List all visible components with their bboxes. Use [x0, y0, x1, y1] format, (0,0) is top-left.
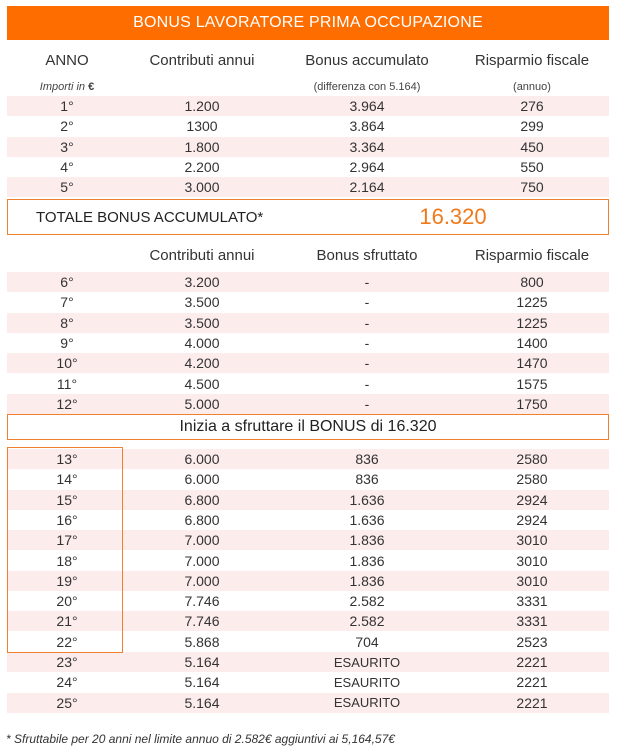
bonus-cell: 1.836 — [349, 552, 385, 569]
bonus-cell: 3.364 — [349, 138, 385, 155]
year-cell: 9° — [60, 334, 74, 351]
importi-note — [27, 78, 107, 96]
year-cell: 10° — [56, 355, 78, 372]
contributi-cell: 1.800 — [184, 138, 220, 155]
bonus-cell: 2.582 — [349, 613, 385, 630]
year-cell: 24° — [56, 674, 78, 691]
risparmio-cell: 2580 — [516, 471, 548, 488]
bonus-cell: - — [364, 395, 370, 412]
risparmio-cell: 1575 — [516, 375, 548, 392]
table-title-banner: BONUS LAVORATORE PRIMA OCCUPAZIONE — [7, 6, 609, 40]
risparmio-cell: 1400 — [516, 334, 548, 351]
year-cell: 2° — [60, 118, 74, 135]
risparmio-cell: 299 — [520, 118, 544, 135]
contributi-cell: 6.800 — [184, 511, 220, 528]
table-row — [7, 96, 609, 116]
table-row — [7, 272, 609, 292]
table-row — [7, 693, 609, 713]
year-cell: 19° — [56, 572, 78, 589]
year-cell: 20° — [56, 593, 78, 610]
year-cell: 21° — [56, 613, 78, 630]
year-cell: 6° — [60, 274, 74, 290]
table-row — [7, 374, 609, 394]
table-row — [7, 333, 609, 353]
year-cell: 5° — [60, 179, 74, 196]
contributi-cell: 1.200 — [184, 98, 220, 114]
year-cell: 17° — [56, 532, 78, 549]
year-cell: 8° — [60, 314, 74, 331]
contributi-cell: 1300 — [186, 118, 218, 135]
year-cell: 22° — [56, 633, 78, 650]
risparmio-cell: 1470 — [516, 355, 548, 372]
contributi-cell: 3.200 — [184, 274, 220, 290]
total-bonus-box — [7, 199, 609, 235]
risparmio-cell: 450 — [520, 138, 544, 155]
column-header-risparmio: Risparmio fiscale — [474, 51, 590, 69]
year-cell: 25° — [56, 694, 78, 711]
risparmio-cell: 2924 — [516, 491, 548, 508]
differenza-note: (differenza con 5.164) — [313, 81, 421, 93]
bonus-cell: 3.864 — [349, 118, 385, 135]
table-row — [7, 353, 609, 373]
inizia-bonus-box: Inizia a sfruttare il BONUS di 16.320 — [7, 414, 609, 440]
risparmio-cell: 3331 — [516, 593, 548, 610]
risparmio-cell: 1750 — [516, 395, 548, 412]
column-header-bonus-accumulato: Bonus accumulato — [305, 51, 429, 69]
bonus-cell: 1.636 — [349, 511, 385, 528]
contributi-cell: 7.000 — [184, 572, 220, 589]
year-cell: 15° — [56, 491, 78, 508]
total-bonus-value: 16.320 — [419, 204, 487, 229]
risparmio-cell: 2924 — [516, 511, 548, 528]
contributi-cell: 4.000 — [184, 334, 220, 351]
bonus-cell: - — [364, 274, 370, 290]
contributi-cell: 7.000 — [184, 552, 220, 569]
bonus-cell: 1.836 — [349, 572, 385, 589]
contributi-cell: 3.500 — [184, 314, 220, 331]
risparmio-cell: 1225 — [516, 294, 548, 311]
bonus-cell: - — [364, 375, 370, 392]
year-cell: 12° — [56, 395, 78, 412]
annuo-note: (annuo) — [513, 81, 551, 93]
subheader-row — [7, 78, 609, 96]
bonus-cell: 2.964 — [349, 158, 385, 175]
risparmio-cell: 276 — [520, 98, 544, 114]
risparmio-cell: 750 — [520, 179, 544, 196]
year-cell: 4° — [60, 158, 74, 175]
bonus-cell: 836 — [355, 471, 379, 488]
column-header-risparmio-2: Risparmio fiscale — [474, 246, 590, 264]
bonus-cell: 1.836 — [349, 532, 385, 549]
year-cell: 14° — [56, 471, 78, 488]
year-cell: 1° — [60, 98, 74, 114]
bonus-years-highlight-box — [7, 447, 123, 653]
risparmio-cell: 3010 — [516, 532, 548, 549]
footnote: * Sfruttabile per 20 anni nel limite annuo di 2.582€ aggiuntivi ai 5,164,57€ — [6, 732, 395, 746]
risparmio-cell: 3010 — [516, 552, 548, 569]
column-header-bonus-sfruttato: Bonus sfruttato — [316, 246, 418, 264]
contributi-cell: 6.800 — [184, 491, 220, 508]
contributi-cell: 6.000 — [184, 471, 220, 488]
column-header-anno: ANNO — [45, 51, 89, 69]
bonus-cell: - — [364, 334, 370, 351]
table-row — [7, 292, 609, 312]
year-cell: 16° — [56, 511, 78, 528]
year-cell: 18° — [56, 552, 78, 569]
risparmio-cell: 1225 — [516, 314, 548, 331]
bonus-cell: 704 — [355, 633, 379, 650]
year-cell: 13° — [56, 451, 78, 467]
risparmio-cell: 2523 — [516, 633, 548, 650]
risparmio-cell: 2221 — [516, 654, 548, 670]
table-row — [7, 177, 609, 197]
bonus-cell: 1.636 — [349, 491, 385, 508]
bonus-cell: 2.582 — [349, 593, 385, 610]
table-row — [7, 137, 609, 157]
year-cell: 7° — [60, 294, 74, 311]
table-row — [7, 394, 609, 414]
risparmio-cell: 550 — [520, 158, 544, 175]
contributi-cell: 7.000 — [184, 532, 220, 549]
risparmio-cell: 3331 — [516, 613, 548, 630]
table-row — [7, 652, 609, 672]
contributi-cell: 3.000 — [184, 179, 220, 196]
risparmio-cell: 2580 — [516, 451, 548, 467]
contributi-cell: 7.746 — [184, 593, 220, 610]
importi-label: Importi in — [39, 81, 86, 93]
contributi-cell: 4.200 — [184, 355, 220, 372]
contributi-cell: 5.164 — [184, 674, 220, 691]
contributi-cell: 5.000 — [184, 395, 220, 412]
risparmio-cell: 2221 — [516, 674, 548, 691]
risparmio-cell: 2221 — [516, 694, 548, 711]
table-row — [7, 157, 609, 177]
table-row — [7, 313, 609, 333]
bonus-cell: 836 — [355, 451, 379, 467]
bonus-cell: - — [364, 294, 370, 311]
bonus-cell: 3.964 — [349, 98, 385, 114]
bonus-cell: ESAURITO — [333, 654, 401, 670]
risparmio-cell: 3010 — [516, 572, 548, 589]
contributi-cell: 5.164 — [184, 694, 220, 711]
contributi-cell: 4.500 — [184, 375, 220, 392]
contributi-cell: 5.164 — [184, 654, 220, 670]
bonus-cell: ESAURITO — [333, 695, 401, 711]
header-row-2 — [7, 244, 609, 266]
bonus-cell: - — [364, 355, 370, 372]
year-cell: 3° — [60, 138, 74, 155]
euro-symbol: € — [88, 81, 95, 93]
bonus-cell: - — [364, 314, 370, 331]
bonus-cell: 2.164 — [349, 179, 385, 196]
table-row — [7, 672, 609, 692]
contributi-cell: 3.500 — [184, 294, 220, 311]
table-row — [7, 116, 609, 136]
contributi-cell: 6.000 — [184, 451, 220, 467]
contributi-cell: 7.746 — [184, 613, 220, 630]
header-row — [7, 49, 609, 71]
year-cell: 23° — [56, 654, 78, 670]
contributi-cell: 5.868 — [184, 633, 220, 650]
contributi-cell: 2.200 — [184, 158, 220, 175]
total-bonus-label: TOTALE BONUS ACCUMULATO* — [36, 208, 264, 226]
risparmio-cell: 800 — [520, 274, 544, 290]
year-cell: 11° — [56, 375, 78, 392]
bonus-cell: ESAURITO — [333, 674, 401, 690]
column-header-contributi-2: Contributi annui — [149, 246, 255, 264]
column-header-contributi: Contributi annui — [149, 51, 255, 69]
